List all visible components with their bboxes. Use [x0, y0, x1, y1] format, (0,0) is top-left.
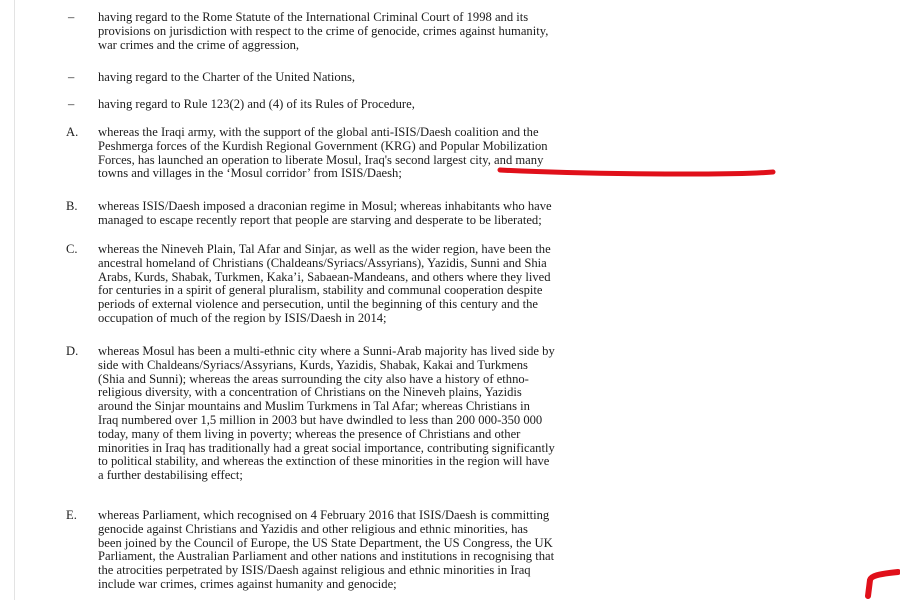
text-line: Peshmerga forces of the Kurdish Regional Government (KRG) and Popular Mobilization — [98, 138, 548, 153]
text-line: to political stability, and whereas the extinction of these minorities in the region will have — [98, 454, 550, 469]
text-line: minorities in Iraq has traditionally had a great social importance, contributing significantly — [98, 440, 555, 455]
text-line: around the Sinjar mountains and Muslim Turkmens in Tal Afar; whereas Christians in — [98, 399, 530, 414]
text-line: include war crimes, crimes against humanity and genocide; — [98, 576, 397, 591]
recital-text — [98, 345, 786, 483]
recital-marker: D. — [66, 344, 79, 358]
text-line: whereas ISIS/Daesh imposed a draconian regime in Mosul; whereas inhabitants who have — [98, 199, 552, 213]
recital-rule-123 — [66, 98, 786, 112]
recital-b — [66, 200, 786, 228]
recital-text — [98, 509, 786, 592]
text-line: (Shia and Sunni); whereas the areas surrounding the city also have a history of ethno- — [98, 371, 529, 386]
text-line: today, many of them living in poverty; whereas the presence of Christians and other — [98, 426, 521, 441]
text-line: provisions on jurisdiction with respect to the crime of genocide, crimes against humanity, — [98, 23, 549, 38]
text-line: side with Chaldeans/Syriacs/Assyrians, Kurds, Yazidis, Shabak, Kakai and Turkmens — [98, 357, 528, 372]
text-line: whereas Parliament, which recognised on 4 February 2016 that ISIS/Daesh is committing — [98, 508, 550, 522]
recital-text — [98, 243, 786, 326]
text-line: having regard to the Charter of the United Nations, — [98, 70, 356, 84]
text-line: whereas Mosul has been a multi-ethnic city where a Sunni-Arab majority has lived side by — [98, 344, 555, 358]
text-line: whereas the Nineveh Plain, Tal Afar and Sinjar, as well as the wider region, have been the — [98, 242, 551, 256]
recital-text — [98, 200, 786, 228]
text-line: war crimes and the crime of aggression, — [98, 37, 300, 52]
page-edge-line — [14, 0, 15, 600]
text-line: ancestral homeland of Christians (Chaldeans/Syriacs/Assyrians), Yazidis, Sunni and Shia — [98, 255, 547, 270]
text-line: the atrocities perpetrated by ISIS/Daesh against religious and ethnic minorities in Iraq — [98, 563, 531, 578]
text-line: towns and villages in the ‘Mosul corridor’ from ISIS/Daesh; — [98, 166, 402, 181]
text-line: having regard to the Rome Statute of the International Criminal Court of 1998 and its — [98, 10, 529, 24]
text-line: been joined by the Council of Europe, the US State Department, the US Congress, the UK — [98, 535, 553, 550]
text-line: genocide against Christians and Yazidis and other religious and ethnic minorities, has — [98, 521, 528, 536]
text-line: having regard to Rule 123(2) and (4) of its Rules of Procedure, — [98, 97, 415, 111]
text-line: occupation of much of the region by ISIS/Daesh in 2014; — [98, 310, 387, 325]
recital-marker: C. — [66, 242, 78, 256]
text-line: for centuries in a spirit of general pluralism, stability and communal cooperation despite — [98, 283, 543, 298]
recital-rome-statute — [66, 11, 786, 52]
recital-marker: A. — [66, 125, 79, 139]
text-line: Arabs, Kurds, Shabak, Turkmen, Kaka’i, Sabaean-Mandeans, and others where they lived — [98, 269, 551, 284]
text-line: periods of external violence and persecution, until the beginning of this century and the — [98, 297, 538, 312]
recital-c — [66, 243, 786, 326]
text-line: Parliament, the Australian Parliament and other nations and institutions in recognising that — [98, 549, 555, 564]
text-line: Forces, has launched an operation to liberate Mosul, Iraq's second largest city, and many — [98, 152, 544, 167]
recital-marker: – — [68, 70, 75, 84]
recital-marker: – — [68, 10, 75, 24]
red-underline-marker — [498, 166, 776, 178]
recital-un-charter — [66, 71, 786, 85]
text-line: managed to escape recently report that people are starving and desperate to be liberated; — [98, 212, 542, 227]
red-corner-marker — [862, 566, 900, 600]
text-line: whereas the Iraqi army, with the support of the global anti-ISIS/Daesh coalition and the — [98, 125, 539, 139]
text-line: a further destabilising effect; — [98, 468, 243, 483]
text-line: Iraq numbered over 1,5 million in 2003 but have dwindled to less than 200 000-350 000 — [98, 412, 543, 427]
recital-marker: – — [68, 97, 75, 111]
recital-e — [66, 509, 786, 592]
recital-d — [66, 345, 786, 483]
recital-text — [98, 98, 786, 112]
recital-marker: E. — [66, 508, 77, 522]
text-line: religious diversity, with a concentration of Christians on the Nineveh plains, Yazidis — [98, 385, 522, 400]
recital-marker: B. — [66, 199, 78, 213]
recital-text — [98, 71, 786, 85]
recital-text — [98, 11, 786, 52]
